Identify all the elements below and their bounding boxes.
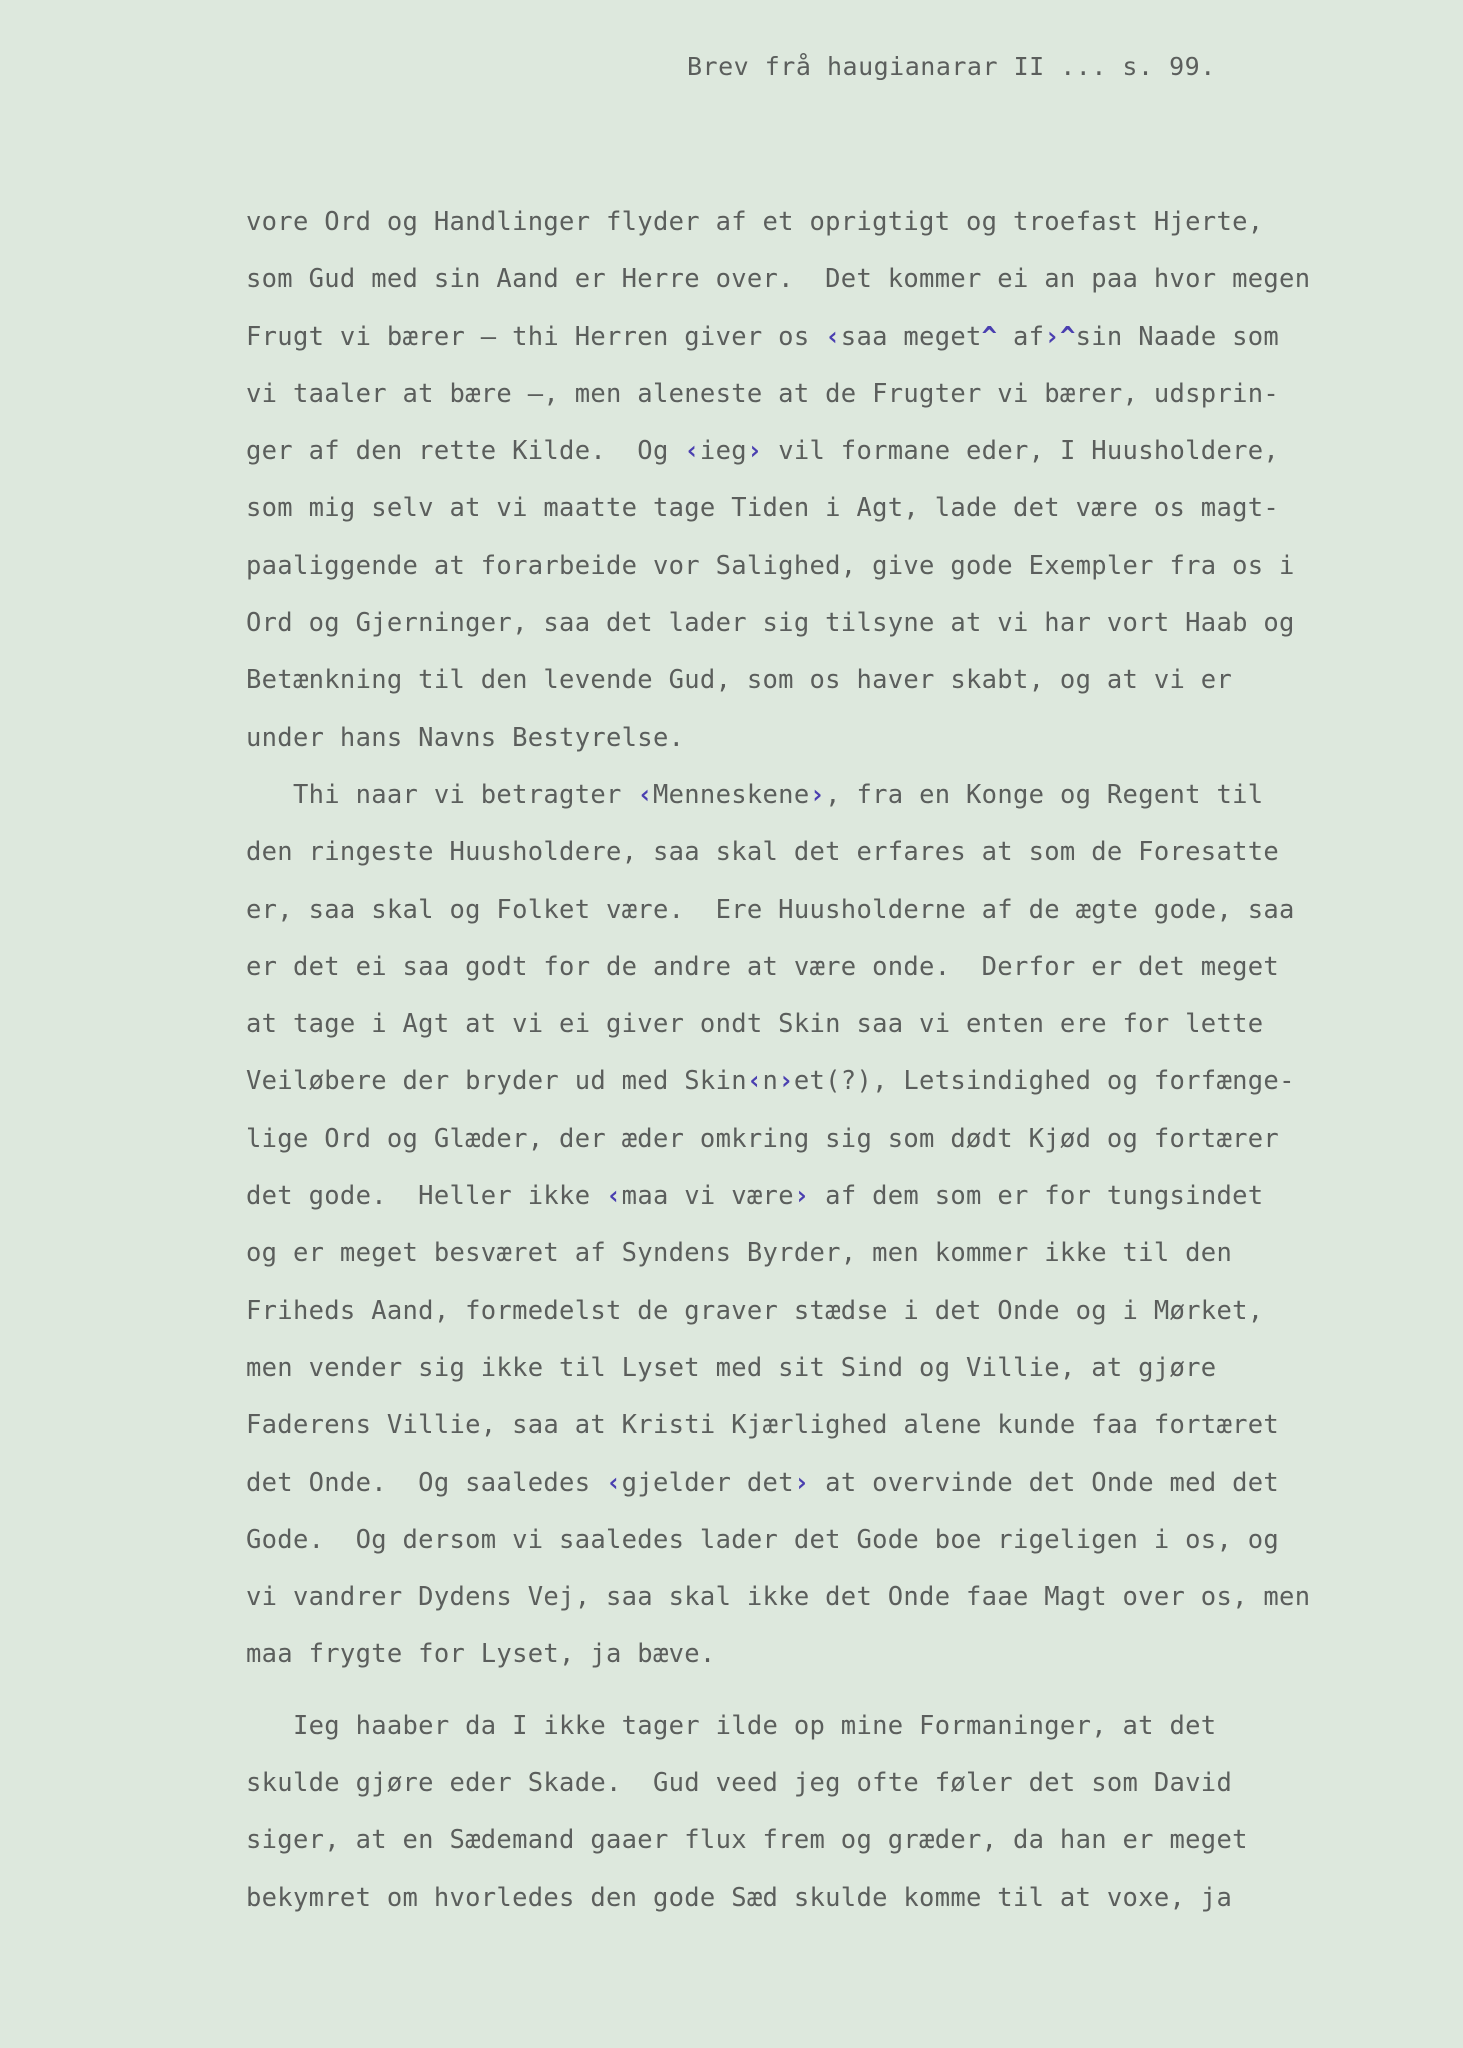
editorial-mark: › xyxy=(793,1467,810,1498)
editorial-mark: ‹ xyxy=(746,1066,763,1097)
text-line: bekymret om hvorledes den gode Sæd skulde komme til at voxe, ja xyxy=(246,1882,1233,1913)
editorial-mark: ‹ xyxy=(606,1181,622,1212)
text-line: og er meget besværet af Syndens Byrder, men kommer ikke til den xyxy=(246,1238,1233,1269)
text-line: Faderens Villie, saa at Kristi Kjærlighed alene kunde faa fortæret xyxy=(246,1410,1280,1441)
text-line: maa frygte for Lyset, ja bæve. xyxy=(246,1639,716,1670)
editorial-mark: ‹ xyxy=(606,1467,622,1498)
text-line: paaliggende at forarbeide vor Salighed, give gode Exempler fra os i xyxy=(246,550,1295,581)
editorial-mark: › xyxy=(793,1181,810,1212)
text-line: men vender sig ikke til Lyset med sit Sind og Villie, at gjøre xyxy=(246,1352,1217,1383)
text-line: det gode. Heller ikke ‹maa vi være› af dem som er for tungsindet xyxy=(246,1181,1264,1212)
text-line: er, saa skal og Folket være. Ere Huusholderne af de ægte gode, saa xyxy=(246,894,1295,925)
text-line: Ord og Gjerninger, saa det lader sig tilsyne at vi har vort Haab og xyxy=(246,608,1295,639)
text-line: Friheds Aand, formedelst de graver stædse i det Onde og i Mørket, xyxy=(246,1295,1264,1326)
editorial-mark: › xyxy=(746,436,763,467)
editorial-mark: › xyxy=(778,1066,794,1097)
text-line: det Onde. Og saaledes ‹gjelder det› at overvinde det Onde med det xyxy=(246,1467,1280,1498)
text-line: vi taaler at bære —, men aleneste at de Frugter vi bærer, udsprin- xyxy=(246,378,1280,409)
text-line: som Gud med sin Aand er Herre over. Det kommer ei an paa hvor megen xyxy=(246,264,1311,295)
text-line: Gode. Og dersom vi saaledes lader det Gode boe rigeligen i os, og xyxy=(246,1524,1280,1555)
text-line: vore Ord og Handlinger flyder af et oprigtigt og troefast Hjerte, xyxy=(246,207,1264,237)
editorial-mark: ‹ xyxy=(684,436,700,467)
editorial-mark: › xyxy=(1044,321,1060,352)
text-line: Frugt vi bærer — thi Herren giver os ‹saa meget^ af›^sin Naade som xyxy=(246,321,1280,352)
text-line: vi vandrer Dydens Vej, saa skal ikke det Onde faae Magt over os, men xyxy=(246,1582,1311,1613)
text-line: er det ei saa godt for de andre at være onde. Derfor er det meget xyxy=(246,951,1280,982)
editorial-mark: ‹ xyxy=(825,321,841,352)
letter-body xyxy=(246,194,1426,1927)
text-line: Thi naar vi betragter ‹Menneskene›, fra en Konge og Regent til xyxy=(246,779,1264,810)
editorial-mark: ‹ xyxy=(637,779,653,810)
text-line: skulde gjøre eder Skade. Gud veed jeg ofte føler det som David xyxy=(246,1768,1233,1799)
text-line: Veiløbere der bryder ud med Skin‹n›et(?), Letsindighed og forfænge- xyxy=(246,1066,1295,1097)
page-header: Brev frå haugianarar II ... s. 99. xyxy=(687,52,1216,81)
text-line: ger af den rette Kilde. Og ‹ieg› vil formane eder, I Huusholdere, xyxy=(246,436,1280,467)
text-line: at tage i Agt at vi ei giver ondt Skin saa vi enten ere for lette xyxy=(246,1009,1264,1040)
text-line: Betænkning til den levende Gud, som os haver skabt, og at vi er xyxy=(246,665,1233,696)
text-line: Ieg haaber da I ikke tager ilde op mine Formaninger, at det xyxy=(246,1710,1217,1741)
editorial-mark: ^ xyxy=(1059,321,1076,352)
text-line: under hans Navns Bestyrelse. xyxy=(246,722,685,753)
editorial-mark: ^ xyxy=(981,321,998,352)
text-line: den ringeste Huusholdere, saa skal det erfares at som de Foresatte xyxy=(246,837,1280,868)
text-line xyxy=(246,1684,1426,1698)
editorial-mark: › xyxy=(809,779,826,810)
text-line: siger, at en Sædemand gaaer flux frem og græder, da han er meget xyxy=(246,1825,1248,1856)
text-line: lige Ord og Glæder, der æder omkring sig som dødt Kjød og fortærer xyxy=(246,1123,1280,1154)
text-line: som mig selv at vi maatte tage Tiden i Agt, lade det være os magt- xyxy=(246,493,1280,524)
